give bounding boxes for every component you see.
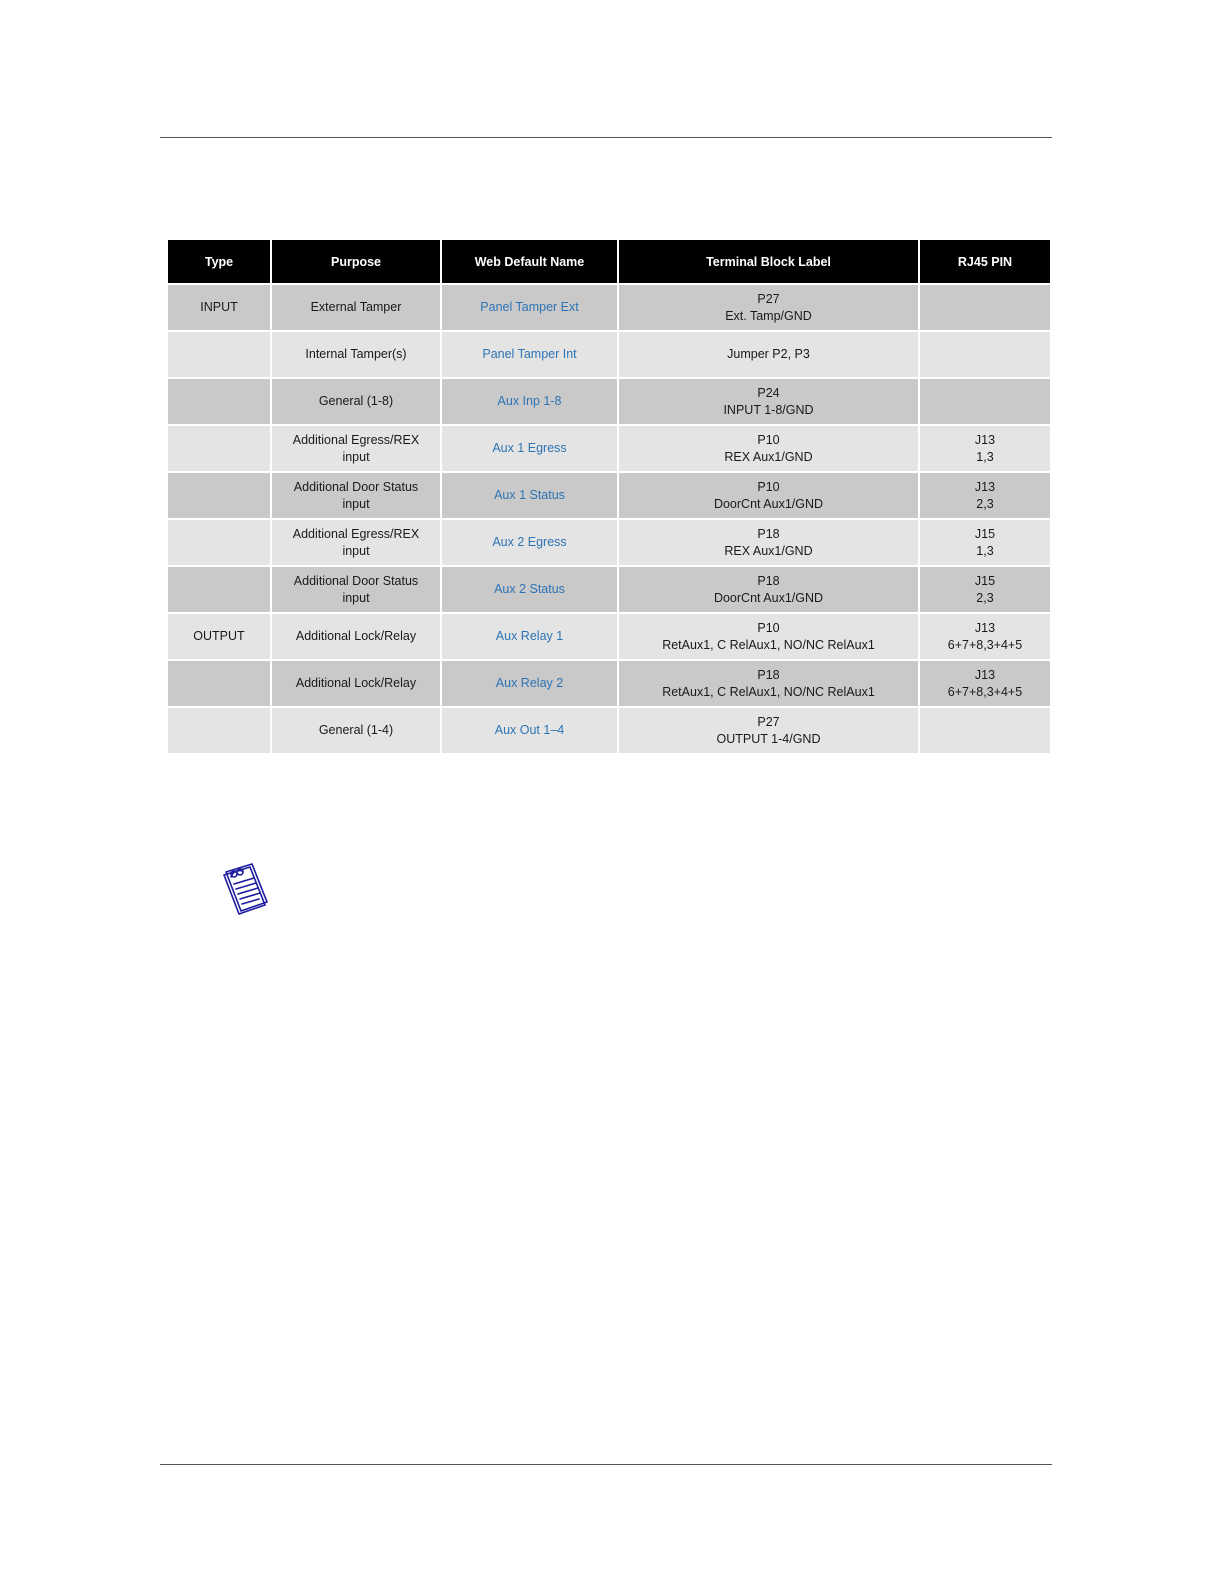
cell-rj45-pin (920, 426, 1050, 471)
cell-rj45-pin-line: 1,3 (976, 543, 994, 558)
cell-web-default-name: Aux 1 Status (442, 473, 617, 518)
cell-web-default-name: Aux 1 Egress (442, 426, 617, 471)
table-row (168, 614, 1050, 659)
cell-web-default-name: Aux Relay 2 (442, 661, 617, 706)
cell-terminal-block-label-line: P18 (757, 667, 780, 682)
cell-purpose-line: General (1-8) (318, 394, 394, 408)
cell-terminal-block-label-line: P10 (757, 432, 780, 447)
cell-rj45-pin (920, 708, 1050, 753)
cell-purpose-line: General (1-4) (318, 723, 394, 737)
table-row (168, 520, 1050, 565)
cell-type (168, 332, 270, 377)
cell-terminal-block-label-line: P10 (757, 479, 780, 494)
header-rule (160, 137, 1052, 138)
cell-terminal-block-label-line: REX Aux1/GND (724, 543, 813, 558)
header-type: Type (168, 240, 270, 283)
cell-purpose (272, 426, 440, 471)
footer-rule (160, 1464, 1052, 1465)
cell-purpose (272, 614, 440, 659)
cell-rj45-pin (920, 332, 1050, 377)
table-header-row (168, 240, 1050, 283)
cell-terminal-block-label-line: P24 (757, 385, 780, 400)
cell-terminal-block-label-line: P10 (757, 620, 780, 635)
cell-terminal-block-label-line: P18 (757, 573, 780, 588)
cell-type (168, 567, 270, 612)
cell-terminal-block-label-line: RetAux1, C RelAux1, NO/NC RelAux1 (662, 684, 875, 699)
table-row (168, 708, 1050, 753)
cell-terminal-block-label (619, 708, 918, 753)
cell-purpose-line: input (342, 449, 370, 464)
cell-type: INPUT (168, 285, 270, 330)
cell-web-default-name: Panel Tamper Int (442, 332, 617, 377)
cell-purpose (272, 708, 440, 753)
cell-terminal-block-label-line: DoorCnt Aux1/GND (713, 590, 824, 605)
table-row (168, 567, 1050, 612)
cell-web-default-name: Aux 2 Egress (442, 520, 617, 565)
cell-terminal-block-label-line: P27 (757, 291, 780, 306)
cell-purpose (272, 661, 440, 706)
cell-rj45-pin (920, 567, 1050, 612)
cell-purpose-line: External Tamper (310, 300, 402, 314)
cell-purpose (272, 379, 440, 424)
cell-terminal-block-label (619, 520, 918, 565)
cell-rj45-pin (920, 473, 1050, 518)
cell-purpose (272, 520, 440, 565)
cell-terminal-block-label (619, 332, 918, 377)
header-terminal-block-label: Terminal Block Label (619, 240, 918, 283)
cell-purpose (272, 285, 440, 330)
cell-purpose (272, 567, 440, 612)
cell-rj45-pin-line: 2,3 (976, 496, 994, 511)
cell-terminal-block-label (619, 379, 918, 424)
cell-type (168, 426, 270, 471)
cell-terminal-block-label-line: Jumper P2, P3 (727, 347, 810, 361)
cell-purpose-line: input (342, 590, 370, 605)
cell-type: OUTPUT (168, 614, 270, 659)
table-row (168, 473, 1050, 518)
cell-web-default-name: Aux Relay 1 (442, 614, 617, 659)
cell-terminal-block-label (619, 285, 918, 330)
cell-purpose-line: Internal Tamper(s) (305, 347, 407, 361)
cell-rj45-pin (920, 379, 1050, 424)
cell-rj45-pin-line: 1,3 (976, 449, 994, 464)
cell-rj45-pin-line: J13 (974, 620, 996, 635)
header-purpose: Purpose (272, 240, 440, 283)
cell-purpose (272, 332, 440, 377)
cell-terminal-block-label-line: REX Aux1/GND (724, 449, 813, 464)
table-row (168, 332, 1050, 377)
table-row (168, 661, 1050, 706)
cell-rj45-pin (920, 285, 1050, 330)
cell-terminal-block-label-line: OUTPUT 1-4/GND (716, 731, 821, 746)
cell-terminal-block-label (619, 473, 918, 518)
cell-rj45-pin (920, 661, 1050, 706)
cell-purpose (272, 473, 440, 518)
cell-purpose-line: input (342, 543, 370, 558)
table-row (168, 379, 1050, 424)
cell-terminal-block-label (619, 567, 918, 612)
cell-web-default-name: Aux Out 1–4 (442, 708, 617, 753)
cell-type (168, 379, 270, 424)
io-mapping-table (166, 238, 1052, 755)
table-row (168, 426, 1050, 471)
cell-terminal-block-label-line: P27 (757, 714, 780, 729)
cell-rj45-pin-line: J15 (974, 526, 996, 541)
cell-terminal-block-label-line: Ext. Tamp/GND (725, 308, 812, 323)
cell-rj45-pin-line: 2,3 (976, 590, 994, 605)
cell-web-default-name: Panel Tamper Ext (442, 285, 617, 330)
cell-rj45-pin-line: J13 (974, 667, 996, 682)
cell-purpose-line: Additional Door Status (293, 573, 419, 588)
table-row (168, 285, 1050, 330)
cell-rj45-pin-line: J13 (974, 479, 996, 494)
cell-type (168, 708, 270, 753)
cell-terminal-block-label-line: INPUT 1-8/GND (723, 402, 814, 417)
cell-terminal-block-label-line: P18 (757, 526, 780, 541)
cell-terminal-block-label (619, 614, 918, 659)
cell-web-default-name: Aux 2 Status (442, 567, 617, 612)
cell-terminal-block-label-line: DoorCnt Aux1/GND (713, 496, 824, 511)
cell-terminal-block-label (619, 426, 918, 471)
cell-rj45-pin-line: J13 (974, 432, 996, 447)
cell-rj45-pin-line: 6+7+8,3+4+5 (947, 684, 1023, 699)
header-rj45-pin: RJ45 PIN (920, 240, 1050, 283)
cell-purpose-line: Additional Egress/REX (292, 526, 420, 541)
cell-rj45-pin (920, 614, 1050, 659)
cell-purpose-line: Additional Lock/Relay (295, 676, 417, 690)
cell-type (168, 520, 270, 565)
cell-type (168, 661, 270, 706)
cell-terminal-block-label (619, 661, 918, 706)
cell-purpose-line: Additional Egress/REX (292, 432, 420, 447)
table-body (168, 285, 1050, 753)
cell-web-default-name: Aux Inp 1-8 (442, 379, 617, 424)
note-icon (222, 862, 272, 916)
cell-purpose-line: input (342, 496, 370, 511)
cell-type (168, 473, 270, 518)
cell-rj45-pin (920, 520, 1050, 565)
header-web-default-name: Web Default Name (442, 240, 617, 283)
cell-purpose-line: Additional Lock/Relay (295, 629, 417, 643)
cell-rj45-pin-line: 6+7+8,3+4+5 (947, 637, 1023, 652)
cell-rj45-pin-line: J15 (974, 573, 996, 588)
cell-purpose-line: Additional Door Status (293, 479, 419, 494)
cell-terminal-block-label-line: RetAux1, C RelAux1, NO/NC RelAux1 (662, 637, 875, 652)
